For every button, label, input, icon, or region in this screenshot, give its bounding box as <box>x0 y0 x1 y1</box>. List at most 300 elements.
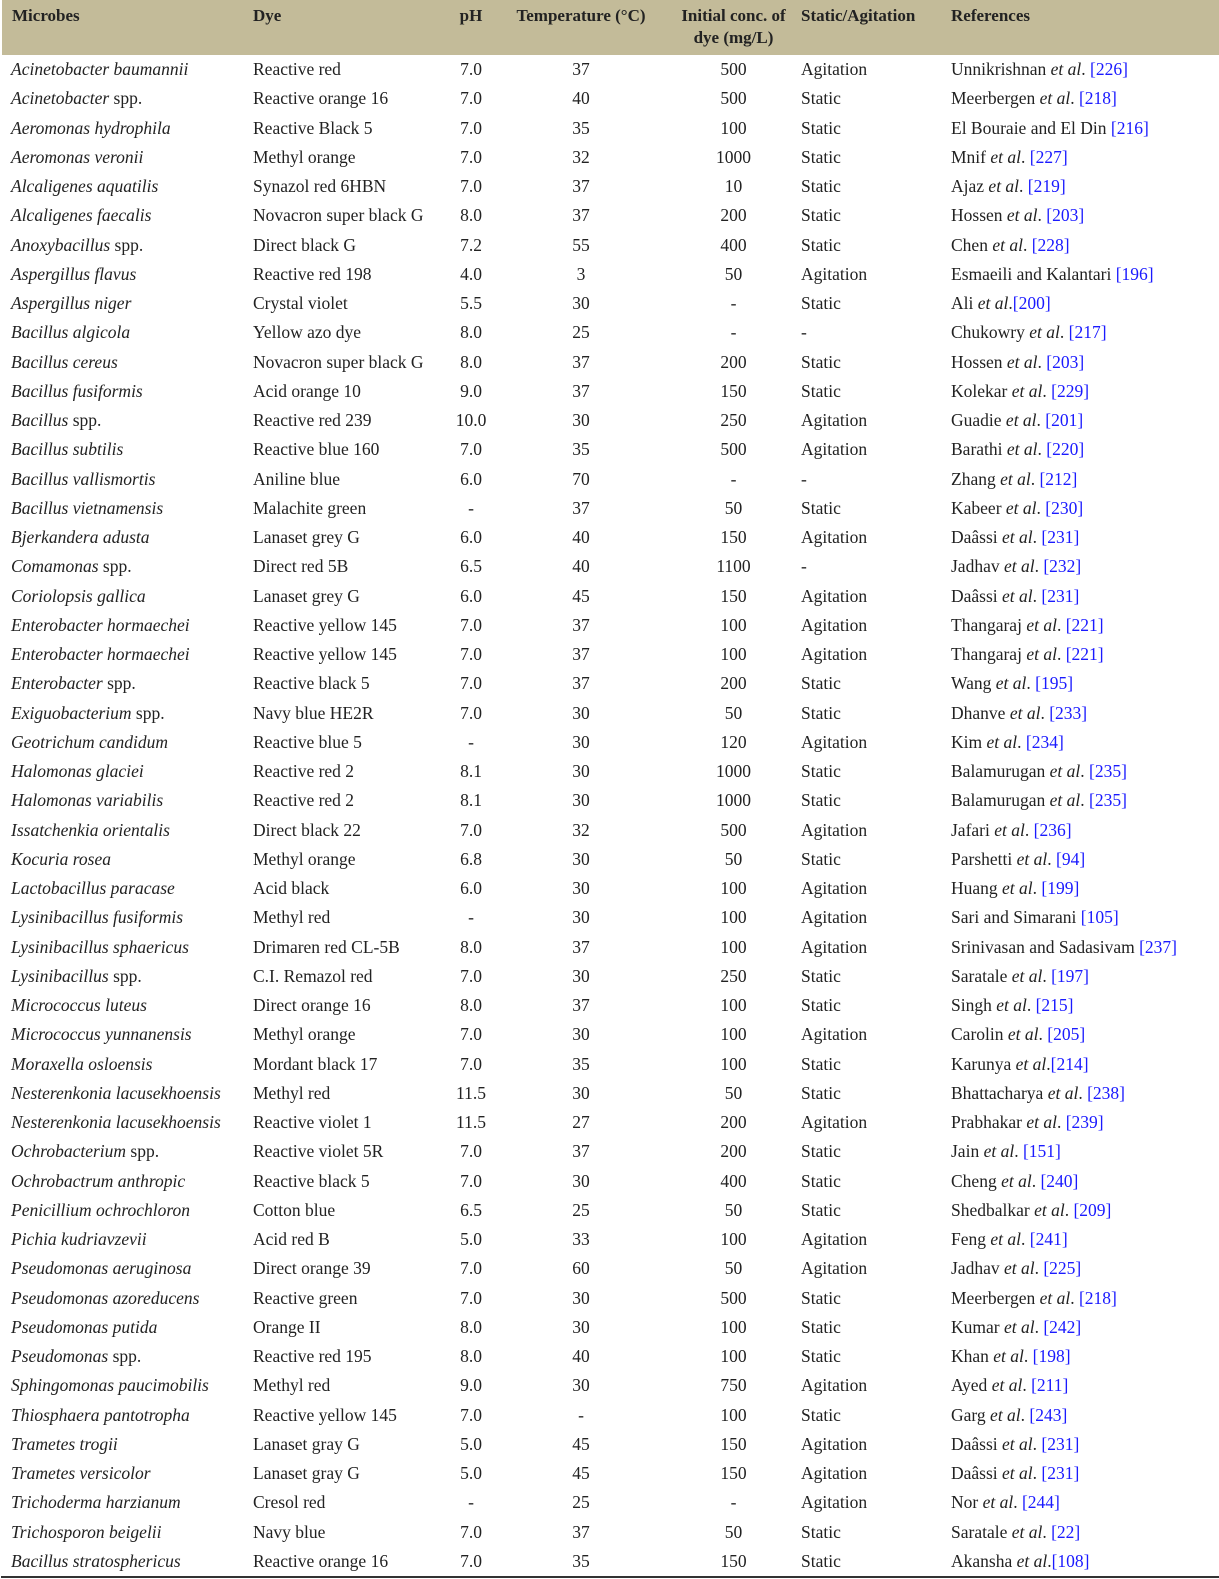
cell-microbe <box>1 903 253 932</box>
reference-link[interactable]: [241] <box>1029 1229 1068 1250</box>
reference-punct: . <box>1047 1550 1052 1571</box>
cell-static-agitation: Static <box>801 497 841 518</box>
header-conc-line2: dye (mg/L) <box>693 28 774 47</box>
cell-initial-conc: 100 <box>720 936 747 957</box>
reference-author: Hossen <box>951 351 1007 372</box>
cell-reference <box>951 201 1219 230</box>
cell-reference <box>951 728 1219 757</box>
reference-link[interactable]: [231] <box>1041 1433 1080 1454</box>
reference-link[interactable]: [203] <box>1046 205 1085 226</box>
cell-initial-conc: 500 <box>720 88 747 109</box>
cell-temperature: 35 <box>572 439 590 460</box>
cell-reference <box>951 1518 1219 1547</box>
cell-initial-conc: 500 <box>720 1287 747 1308</box>
cell-static-agitation: Static <box>801 176 841 197</box>
cell-static-agitation: Static <box>801 146 841 167</box>
cell-ph: 11.5 <box>456 1112 486 1133</box>
cell-initial-conc: 50 <box>724 848 743 869</box>
table-row <box>1 377 1219 406</box>
cell-initial-conc: - <box>730 322 737 343</box>
reference-link[interactable]: [211] <box>1031 1375 1069 1396</box>
reference-etal: et al <box>1002 1463 1033 1484</box>
cell-initial-conc: 100 <box>720 995 747 1016</box>
reference-link[interactable]: [225] <box>1043 1258 1082 1279</box>
reference-link[interactable]: [201] <box>1045 410 1084 431</box>
cell-ph: 10.0 <box>455 410 487 431</box>
reference-punct: . <box>1056 1112 1066 1133</box>
cell-microbe <box>1 231 253 260</box>
header-dye: Dye <box>253 6 282 25</box>
cell-initial-conc: 500 <box>720 59 747 80</box>
cell-initial-conc: 100 <box>720 1053 747 1074</box>
reference-link[interactable]: [240] <box>1040 1170 1079 1191</box>
cell-static-agitation: Agitation <box>801 1258 868 1279</box>
cell-microbe <box>1 1313 253 1342</box>
cell-dye: Direct black G <box>253 234 357 255</box>
cell-microbe <box>1 289 253 318</box>
reference-link[interactable]: [227] <box>1029 146 1068 167</box>
reference-link[interactable]: [196] <box>1115 263 1154 284</box>
cell-temperature: 30 <box>572 293 590 314</box>
table-row <box>1 786 1219 815</box>
cell-dye: Malachite green <box>253 497 367 518</box>
cell-static-agitation: Static <box>801 1053 841 1074</box>
reference-author: El Bouraie and El Din <box>951 117 1111 138</box>
reference-punct: . <box>1031 1170 1041 1191</box>
cell-ph: 6.5 <box>460 556 482 577</box>
cell-temperature: 37 <box>572 1521 590 1542</box>
reference-link[interactable]: [244] <box>1021 1492 1060 1513</box>
cell-ph: 9.0 <box>460 380 482 401</box>
reference-etal: et al <box>1011 380 1043 401</box>
microbe-name: Bacillus subtilis <box>11 439 124 460</box>
cell-static-agitation: Static <box>801 790 841 811</box>
cell-microbe <box>1 260 253 289</box>
cell-static-agitation: Static <box>801 1547 951 1577</box>
reference-punct: . <box>1056 644 1066 665</box>
reference-author: Carolin <box>951 1024 1008 1045</box>
cell-initial-conc: 50 <box>724 263 743 284</box>
cell-temperature: 30 <box>572 1316 590 1337</box>
cell-reference <box>951 348 1219 377</box>
reference-author: Kim <box>951 731 987 752</box>
header-initial-conc <box>666 0 801 55</box>
cell-dye: Cotton blue <box>253 1199 336 1220</box>
cell-dye: Reactive orange 16 <box>253 1547 446 1577</box>
reference-link[interactable]: [239] <box>1065 1112 1104 1133</box>
cell-microbe <box>1 611 253 640</box>
cell-initial-conc: 50 <box>724 497 743 518</box>
reference-link[interactable]: [221] <box>1065 614 1104 635</box>
microbe-name: Trametes versicolor <box>11 1463 151 1484</box>
microbe-name: Bacillus fusiformis <box>11 380 143 401</box>
reference-punct: . <box>1047 848 1056 869</box>
table-row <box>1 669 1219 698</box>
cell-initial-conc: 100 <box>720 1346 747 1367</box>
reference-etal: et al <box>995 673 1027 694</box>
cell-reference <box>951 406 1219 435</box>
cell-initial-conc: 10 <box>724 176 743 197</box>
reference-link[interactable]: [230] <box>1045 497 1084 518</box>
table-row <box>1 1050 1219 1079</box>
microbe-name: Penicillium ochrochloron <box>11 1199 191 1220</box>
cell-ph: 7.0 <box>460 176 482 197</box>
reference-author: Nor <box>951 1492 983 1513</box>
cell-ph: 5.0 <box>460 1229 482 1250</box>
cell-dye: Mordant black 17 <box>253 1053 378 1074</box>
cell-ph: 9.0 <box>460 1375 482 1396</box>
cell-temperature: 30 <box>572 702 590 723</box>
cell-initial-conc: 100 <box>720 1024 747 1045</box>
cell-static-agitation: Static <box>801 380 841 401</box>
reference-punct: . <box>1037 439 1047 460</box>
cell-static-agitation: Agitation <box>801 263 868 284</box>
cell-microbe <box>1 962 253 991</box>
cell-dye: Drimaren red CL-5B <box>253 936 400 957</box>
cell-dye: Reactive yellow 145 <box>253 614 397 635</box>
cell-dye: Direct orange 39 <box>253 1258 371 1279</box>
reference-etal: et al <box>1039 1287 1071 1308</box>
reference-author: Jafari <box>951 819 995 840</box>
reference-punct: . <box>1022 1375 1032 1396</box>
cell-dye: Reactive Black 5 <box>253 117 373 138</box>
cell-reference <box>951 1196 1219 1225</box>
microbe-suffix: spp. <box>110 234 144 255</box>
cell-microbe <box>1 318 253 347</box>
table-row <box>1 1342 1219 1371</box>
reference-etal: et al <box>1002 527 1033 548</box>
cell-ph: 7.0 <box>460 673 482 694</box>
cell-microbe <box>1 406 253 435</box>
reference-link[interactable]: [236] <box>1033 819 1072 840</box>
cell-reference <box>951 55 1219 84</box>
microbe-name: Trichoderma harzianum <box>11 1492 181 1513</box>
cell-static-agitation: Static <box>801 995 841 1016</box>
reference-link[interactable]: [200] <box>1012 293 1051 314</box>
table-row <box>1 611 1219 640</box>
reference-link[interactable]: [214] <box>1050 1053 1089 1074</box>
table-row <box>1 1430 1219 1459</box>
reference-author: Ajaz <box>951 176 989 197</box>
reference-link[interactable]: [221] <box>1065 644 1104 665</box>
reference-author: Jadhav <box>951 556 1004 577</box>
cell-microbe <box>1 172 253 201</box>
table-row <box>1 318 1219 347</box>
cell-reference <box>951 114 1219 143</box>
cell-temperature: 30 <box>572 907 590 928</box>
cell-temperature: 32 <box>572 146 590 167</box>
table-row <box>1 1459 1219 1488</box>
reference-punct: . <box>1034 1316 1044 1337</box>
reference-etal: et al <box>1034 1199 1065 1220</box>
reference-link[interactable]: [234] <box>1025 731 1064 752</box>
cell-dye: Methyl orange <box>253 1024 356 1045</box>
reference-etal: et al <box>1049 761 1081 782</box>
microbe-name: Comamonas <box>11 556 99 577</box>
microbe-name: Bjerkandera adusta <box>11 527 150 548</box>
microbe-name: Pseudomonas aeruginosa <box>11 1258 192 1279</box>
cell-reference <box>951 494 1219 523</box>
reference-link[interactable]: [226] <box>1090 59 1128 80</box>
cell-temperature: 33 <box>572 1229 590 1250</box>
cell-static-agitation: Agitation <box>801 410 868 431</box>
microbe-name: Bacillus stratosphericus <box>11 1550 181 1571</box>
reference-etal: et al <box>1006 205 1038 226</box>
reference-link[interactable]: [243] <box>1029 1404 1068 1425</box>
reference-link[interactable]: [229] <box>1051 380 1090 401</box>
reference-link[interactable]: [242] <box>1043 1316 1082 1337</box>
cell-static-agitation: Static <box>801 702 841 723</box>
microbe-name: Geotrichum candidum <box>11 731 168 752</box>
cell-microbe <box>1 699 253 728</box>
reference-author: Srinivasan and Sadasivam <box>951 936 1140 957</box>
reference-link[interactable]: [237] <box>1139 936 1177 957</box>
cell-static-agitation: - <box>801 468 807 489</box>
reference-link[interactable]: [197] <box>1051 965 1090 986</box>
cell-reference <box>951 377 1219 406</box>
cell-initial-conc: 50 <box>724 1258 743 1279</box>
table-row <box>1 1254 1219 1283</box>
reference-punct: . <box>1019 176 1028 197</box>
cell-static-agitation: Agitation <box>801 1229 868 1250</box>
reference-link[interactable]: [238] <box>1087 1082 1125 1103</box>
cell-ph: 7.0 <box>460 702 482 723</box>
reference-etal: et al <box>1026 1112 1057 1133</box>
reference-author: Saratale <box>951 965 1012 986</box>
reference-punct: . <box>1026 673 1036 694</box>
reference-link[interactable]: [105] <box>1080 907 1119 928</box>
cell-initial-conc: 100 <box>720 907 747 928</box>
reference-link[interactable]: [218] <box>1078 88 1117 109</box>
microbe-suffix: spp. <box>131 702 165 723</box>
cell-static-agitation: Static <box>801 1287 841 1308</box>
cell-ph: 7.0 <box>460 146 482 167</box>
cell-ph: 7.0 <box>460 1141 482 1162</box>
table-row <box>1 640 1219 669</box>
cell-static-agitation: Static <box>801 1404 841 1425</box>
cell-dye: Lanaset gray G <box>253 1433 360 1454</box>
cell-temperature: 25 <box>572 322 590 343</box>
cell-initial-conc: 50 <box>724 1521 743 1542</box>
cell-reference <box>951 231 1219 260</box>
cell-static-agitation: Static <box>801 234 841 255</box>
reference-link[interactable]: [94] <box>1056 848 1086 869</box>
reference-link[interactable]: [231] <box>1041 527 1080 548</box>
cell-static-agitation: Agitation <box>801 1375 868 1396</box>
reference-etal: et al <box>994 819 1025 840</box>
reference-link[interactable]: [215] <box>1035 995 1074 1016</box>
table-row <box>1 231 1219 260</box>
reference-link[interactable]: [218] <box>1078 1287 1117 1308</box>
cell-temperature: 40 <box>572 556 590 577</box>
reference-link[interactable]: [228] <box>1031 234 1070 255</box>
microbe-name: Pseudomonas azoreducens <box>11 1287 200 1308</box>
cell-dye: Reactive blue 160 <box>253 439 380 460</box>
cell-reference <box>951 1020 1219 1049</box>
cell-reference <box>951 1401 1219 1430</box>
cell-temperature: 37 <box>572 380 590 401</box>
reference-link[interactable]: [209] <box>1073 1199 1112 1220</box>
cell-microbe <box>1 669 253 698</box>
cell-reference <box>951 1284 1219 1313</box>
reference-author: Barathi <box>951 439 1007 460</box>
header-references: References <box>951 6 1030 25</box>
cell-ph: - <box>468 1492 474 1513</box>
reference-link[interactable]: [198] <box>1032 1346 1071 1367</box>
cell-ph: 7.0 <box>446 1547 496 1577</box>
reference-link[interactable]: [232] <box>1043 556 1082 577</box>
cell-static-agitation: Static <box>801 88 841 109</box>
cell-microbe <box>1 845 253 874</box>
reference-punct: . <box>1014 1141 1023 1162</box>
cell-initial-conc: 200 <box>720 1112 747 1133</box>
reference-link[interactable]: [235] <box>1089 761 1127 782</box>
microbe-name: Pseudomonas <box>11 1346 109 1367</box>
cell-temperature: 37 <box>572 614 590 635</box>
reference-author: Esmaeili and Kalantari <box>951 263 1116 284</box>
reference-link[interactable]: [212] <box>1039 468 1078 489</box>
cell-static-agitation: Agitation <box>801 439 868 460</box>
microbe-name: Micrococcus yunnanensis <box>11 1024 192 1045</box>
reference-link[interactable]: [235] <box>1089 790 1127 811</box>
table-row <box>1 1225 1219 1254</box>
reference-punct: . <box>1046 1053 1051 1074</box>
cell-ph: 8.0 <box>460 995 482 1016</box>
reference-author: Feng <box>951 1229 991 1250</box>
cell-dye: Yellow azo dye <box>253 322 362 343</box>
cell-temperature: 55 <box>572 234 590 255</box>
cell-ph: 7.0 <box>460 1053 482 1074</box>
cell-static-agitation: Static <box>801 293 841 314</box>
cell-ph: 7.0 <box>460 819 482 840</box>
cell-ph: 7.0 <box>460 88 482 109</box>
reference-link[interactable]: [231] <box>1041 1463 1080 1484</box>
cell-ph: 7.0 <box>460 1404 482 1425</box>
reference-link[interactable]: [22] <box>1051 1521 1081 1542</box>
cell-dye: Reactive red 2 <box>253 790 355 811</box>
cell-ph: 7.0 <box>460 117 482 138</box>
reference-author: Kolekar <box>951 380 1012 401</box>
table-row <box>1 845 1219 874</box>
table-row <box>1 1371 1219 1400</box>
cell-dye: Reactive violet 1 <box>253 1112 372 1133</box>
reference-link[interactable]: [231] <box>1041 585 1080 606</box>
cell-ph: 8.0 <box>460 351 482 372</box>
reference-etal: et al <box>1000 468 1031 489</box>
cell-ph: 7.0 <box>460 59 482 80</box>
table-row <box>1 903 1219 932</box>
cell-reference <box>951 1371 1219 1400</box>
cell-reference <box>951 962 1219 991</box>
cell-temperature: 30 <box>572 790 590 811</box>
table-row <box>1 699 1219 728</box>
reference-punct: . <box>1040 702 1050 723</box>
microbe-name: Bacillus algicola <box>11 322 131 343</box>
reference-link[interactable]: [205] <box>1047 1024 1086 1045</box>
table-row <box>1 172 1219 201</box>
cell-dye: Direct orange 16 <box>253 995 371 1016</box>
cell-temperature: 30 <box>572 1375 590 1396</box>
cell-initial-conc: 100 <box>720 1316 747 1337</box>
microbe-name: Anoxybacillus <box>11 234 111 255</box>
cell-dye: Reactive red 2 <box>253 761 355 782</box>
reference-etal: et al <box>1002 585 1033 606</box>
reference-etal: et al <box>1047 1082 1079 1103</box>
table-row <box>1 933 1219 962</box>
cell-temperature: 35 <box>572 1053 590 1074</box>
reference-etal: et al <box>991 1375 1023 1396</box>
reference-etal: et al <box>1050 59 1082 80</box>
cell-microbe <box>1 1254 253 1283</box>
header-row <box>1 0 1219 55</box>
reference-link[interactable]: [219] <box>1027 176 1066 197</box>
cell-initial-conc: 50 <box>724 1199 743 1220</box>
cell-temperature: 37 <box>572 176 590 197</box>
reference-link[interactable]: [151] <box>1022 1141 1061 1162</box>
cell-initial-conc: 250 <box>720 410 747 431</box>
cell-temperature: 30 <box>572 965 590 986</box>
cell-dye: Navy blue <box>253 1521 326 1542</box>
microbe-name: Ochrobactrum anthropic <box>11 1170 186 1191</box>
cell-ph: 7.0 <box>460 1521 482 1542</box>
reference-author: Daâssi <box>951 527 1003 548</box>
reference-etal: et al <box>1006 439 1038 460</box>
reference-punct: . <box>1080 761 1090 782</box>
table-row <box>1 1547 1219 1577</box>
header-conc-line1: Initial conc. of <box>681 6 786 25</box>
reference-link[interactable]: [108] <box>1051 1550 1090 1571</box>
reference-author: Wang <box>951 673 996 694</box>
table-row <box>1 1167 1219 1196</box>
microbe-name: Kocuria rosea <box>11 848 111 869</box>
table-row <box>1 582 1219 611</box>
microbe-name: Aspergillus niger <box>11 293 132 314</box>
reference-etal: et al <box>986 731 1018 752</box>
cell-reference <box>951 1488 1219 1517</box>
cell-reference <box>951 991 1219 1020</box>
microbe-name: Pseudomonas putida <box>11 1316 158 1337</box>
reference-link[interactable]: [217] <box>1068 322 1107 343</box>
reference-punct: . <box>1070 1287 1079 1308</box>
reference-link[interactable]: [203] <box>1046 351 1085 372</box>
reference-punct: . <box>1021 1229 1030 1250</box>
cell-microbe <box>1 1342 253 1371</box>
reference-link[interactable]: [220] <box>1046 439 1085 460</box>
reference-author: Daâssi <box>951 1433 1003 1454</box>
cell-dye: Cresol red <box>253 1492 326 1513</box>
cell-ph: 8.0 <box>460 1316 482 1337</box>
cell-dye: Reactive yellow 145 <box>253 1404 397 1425</box>
header-microbes: Microbes <box>1 0 253 55</box>
reference-author: Cheng <box>951 1170 1002 1191</box>
cell-static-agitation: Agitation <box>801 907 868 928</box>
reference-punct: . <box>1037 205 1047 226</box>
reference-link[interactable]: [199] <box>1041 878 1080 899</box>
cell-temperature: 30 <box>572 410 590 431</box>
reference-author: Singh <box>951 995 997 1016</box>
microbe-suffix: spp. <box>108 1346 142 1367</box>
reference-punct: . <box>1022 234 1032 255</box>
cell-static-agitation: Static <box>801 1082 841 1103</box>
cell-temperature: 35 <box>572 117 590 138</box>
reference-punct: . <box>1064 1199 1074 1220</box>
reference-link[interactable]: [216] <box>1110 117 1149 138</box>
cell-ph: 5.0 <box>460 1433 482 1454</box>
table-row <box>1 523 1219 552</box>
cell-dye: Reactive red 198 <box>253 263 372 284</box>
reference-link[interactable]: [233] <box>1049 702 1088 723</box>
reference-link[interactable]: [195] <box>1035 673 1074 694</box>
